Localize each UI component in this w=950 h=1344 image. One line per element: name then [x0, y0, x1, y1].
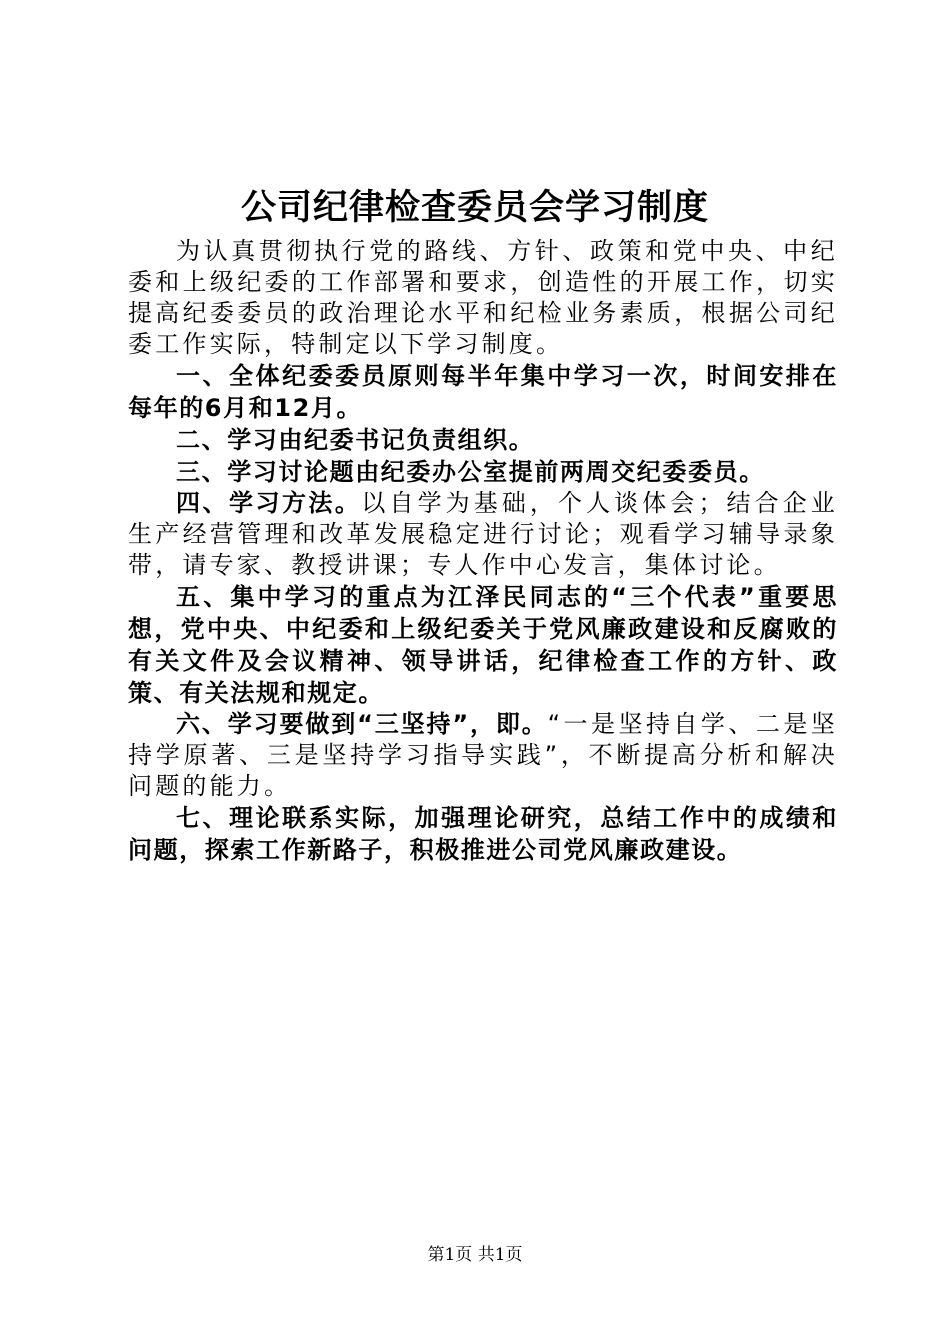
document-body [128, 236, 838, 866]
paragraph-5: 五、集中学习的重点为江泽民同志的“三个代表”重要思想，党中央、中纪委和上级纪委关于党风廉政建设和反腐败的有关文件及会议精神、领导讲话，纪律检查工作的方针、政策、有关法规和规定。 [128, 583, 838, 707]
paragraph-intro: 为认真贯彻执行党的路线、方针、政策和党中央、中纪委和上级纪委的工作部署和要求，创造性的开展工作，切实提高纪委委员的政治理论水平和纪检业务素质，根据公司纪委工作实际，特制定以下学习制度。 [128, 237, 838, 358]
paragraph-2: 二、学习由纪委书记负责组织。 [176, 426, 535, 454]
paragraph-6-body: “一是坚持自学、二是坚持学原著、三是坚持学习指导实践”，不断提高分析和解决问题的能力。 [128, 710, 838, 800]
page-footer: 第1页 共1页 [427, 1245, 523, 1265]
paragraph-3: 三、学习讨论题由纪委办公室提前两周交纪委委员。 [176, 458, 765, 486]
paragraph-6 [128, 709, 838, 802]
paragraph-4 [128, 488, 838, 581]
document-title: 公司纪律检查委员会学习制度 [240, 188, 709, 228]
paragraph-7: 七、理论联系实际，加强理论研究，总结工作中的成绩和问题，探索工作新路子，积极推进公司党风廉政建设。 [128, 804, 838, 864]
paragraph-6-lead: 六、学习要做到“三坚持”，即。 [176, 710, 548, 738]
paragraph-1: 一、全体纪委委员原则每半年集中学习一次，时间安排在每年的6月和12月。 [128, 362, 838, 422]
paragraph-4-body: 以自学为基础，个人谈体会；结合企业生产经营管理和改革发展稳定进行讨论；观看学习辅导录象带，请专家、教授讲课；专人作中心发言，集体讨论。 [128, 489, 838, 579]
paragraph-4-lead: 四、学习方法。 [176, 489, 362, 517]
